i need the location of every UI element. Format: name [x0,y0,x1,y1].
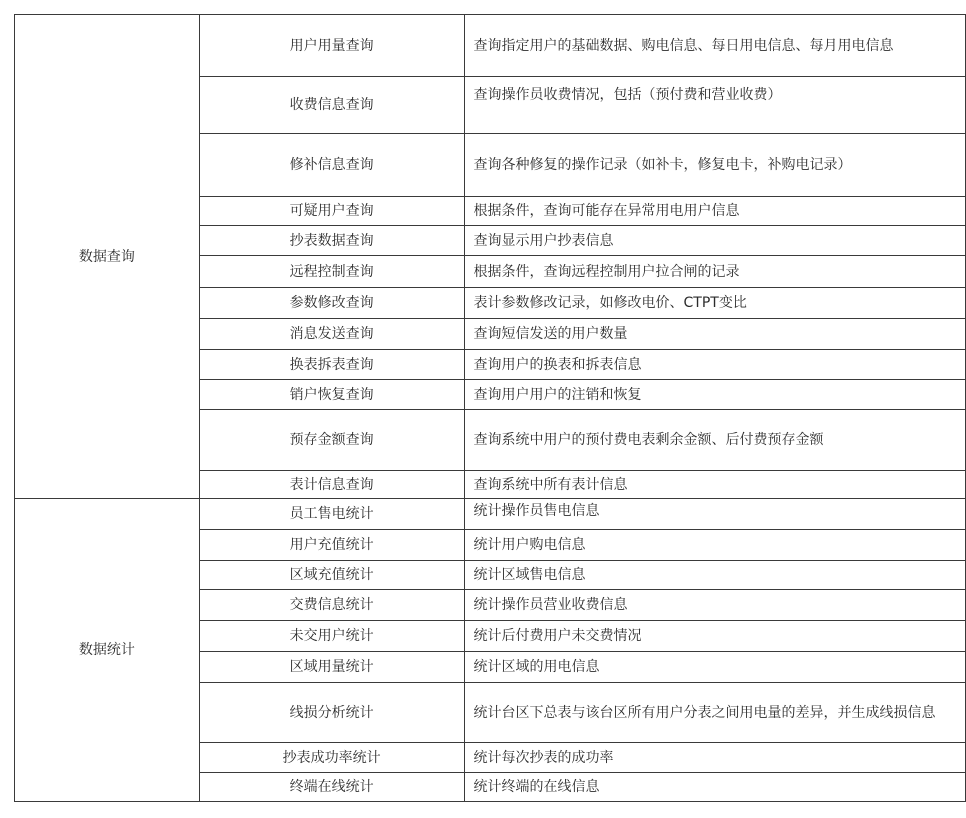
description-cell: 查询用户用户的注销和恢复 [464,380,966,410]
function-cell: 参数修改查询 [199,288,464,319]
table-row [15,499,966,530]
function-cell: 用户充值统计 [199,530,464,561]
description-cell: 查询指定用户的基础数据、购电信息、每日用电信息、每月用电信息 [464,15,966,77]
function-cell: 抄表数据查询 [199,226,464,256]
function-cell: 用户用量查询 [199,15,464,77]
function-cell: 抄表成功率统计 [199,743,464,773]
description-cell: 查询显示用户抄表信息 [464,226,966,256]
function-cell: 区域用量统计 [199,652,464,683]
function-cell: 远程控制查询 [199,256,464,288]
function-cell: 终端在线统计 [199,773,464,802]
function-cell: 未交用户统计 [199,621,464,652]
function-cell: 修补信息查询 [199,134,464,197]
description-cell: 统计后付费用户未交费情况 [464,621,966,652]
function-table [14,14,966,802]
category-cell: 数据查询 [15,15,200,499]
function-table-container [14,14,966,802]
description-cell: 统计操作员售电信息 [464,499,966,530]
description-cell: 统计台区下总表与该台区所有用户分表之间用电量的差异，并生成线损信息 [464,683,966,743]
description-cell: 查询用户的换表和拆表信息 [464,350,966,380]
function-cell: 交费信息统计 [199,590,464,621]
description-cell: 查询系统中所有表计信息 [464,471,966,499]
description-cell: 查询操作员收费情况，包括（预付费和营业收费） [464,77,966,134]
function-cell: 线损分析统计 [199,683,464,743]
function-cell: 销户恢复查询 [199,380,464,410]
function-cell: 可疑用户查询 [199,197,464,226]
function-cell: 预存金额查询 [199,410,464,471]
table-row [15,15,966,77]
category-cell: 数据统计 [15,499,200,802]
description-cell: 查询短信发送的用户数量 [464,319,966,350]
description-cell: 统计区域售电信息 [464,561,966,590]
description-cell: 根据条件，查询远程控制用户拉合闸的记录 [464,256,966,288]
function-cell: 区域充值统计 [199,561,464,590]
function-cell: 消息发送查询 [199,319,464,350]
description-cell: 表计参数修改记录，如修改电价、CTPT变比 [464,288,966,319]
function-cell: 换表拆表查询 [199,350,464,380]
description-cell: 查询各种修复的操作记录（如补卡，修复电卡，补购电记录） [464,134,966,197]
description-cell: 统计用户购电信息 [464,530,966,561]
description-cell: 统计区域的用电信息 [464,652,966,683]
function-cell: 员工售电统计 [199,499,464,530]
description-cell: 统计每次抄表的成功率 [464,743,966,773]
function-cell: 表计信息查询 [199,471,464,499]
function-cell: 收费信息查询 [199,77,464,134]
description-cell: 统计操作员营业收费信息 [464,590,966,621]
description-cell: 统计终端的在线信息 [464,773,966,802]
description-cell: 查询系统中用户的预付费电表剩余金额、后付费预存金额 [464,410,966,471]
description-cell: 根据条件，查询可能存在异常用电用户信息 [464,197,966,226]
